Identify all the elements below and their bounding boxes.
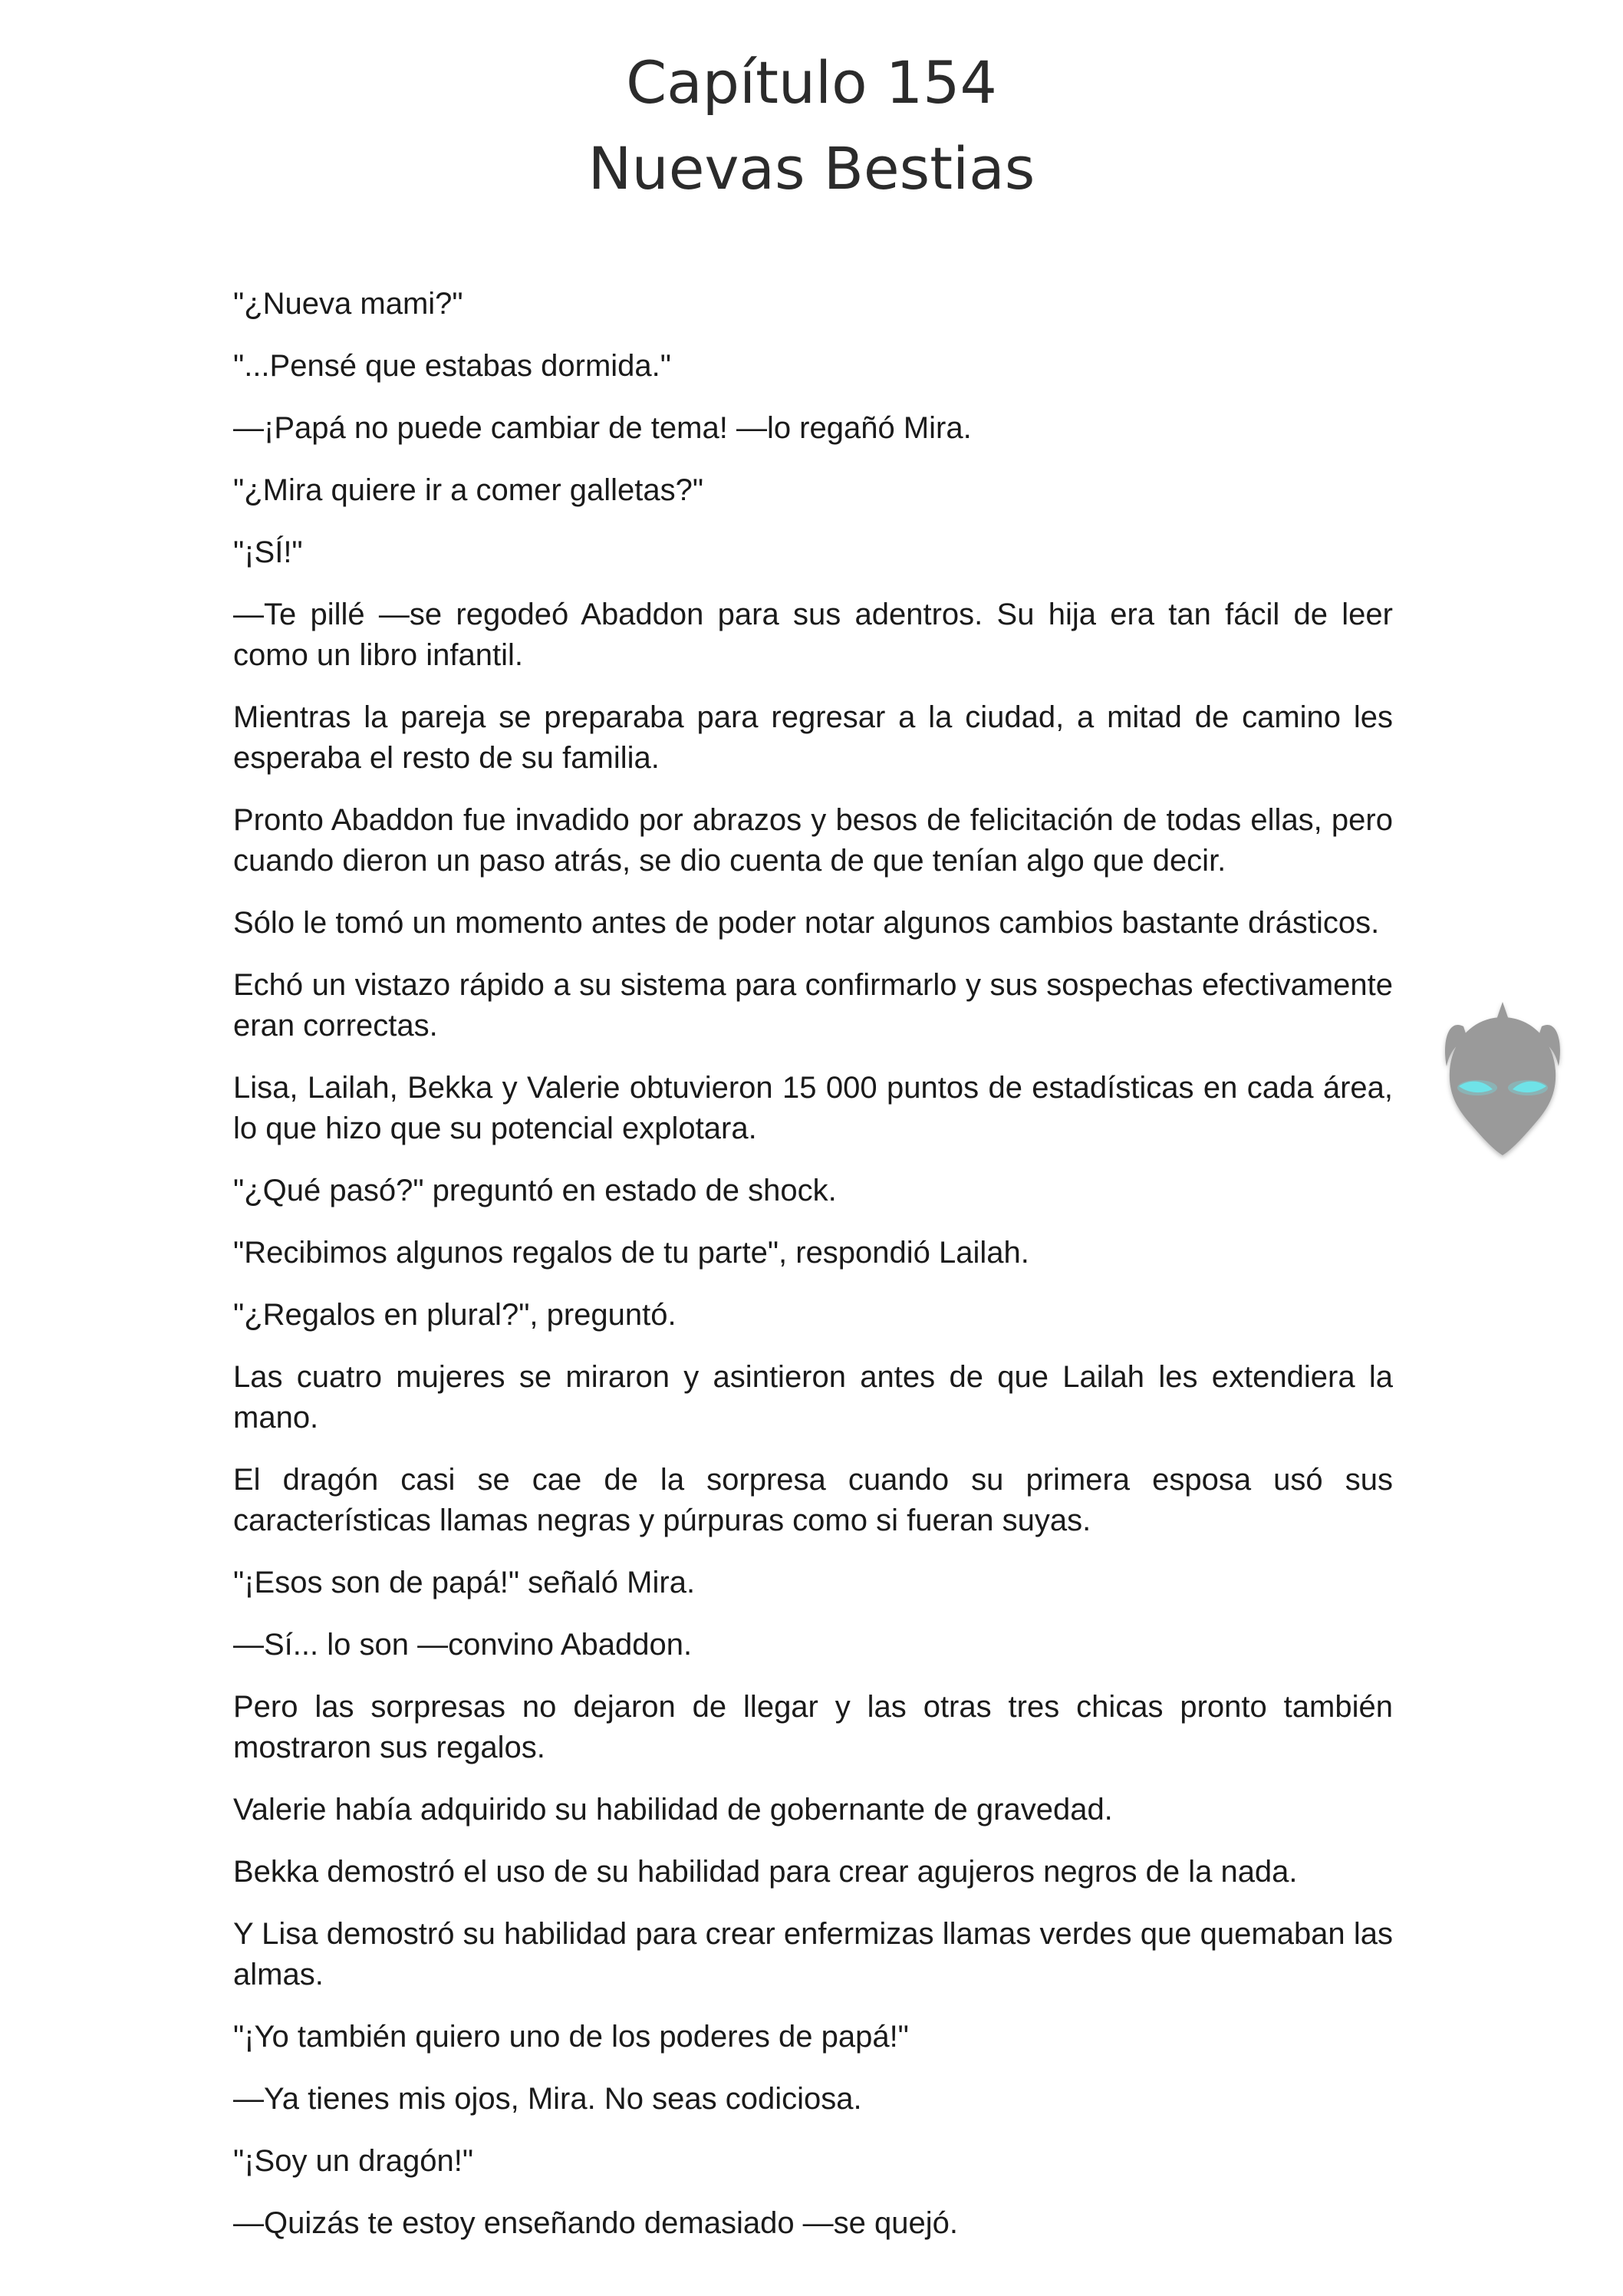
paragraph: Las cuatro mujeres se miraron y asintieron antes de que Lailah les extendiera la mano. xyxy=(233,1360,1393,1435)
paragraph: Echó un vistazo rápido a su sistema para confirmarlo y sus sospechas efectivamente eran correctas. xyxy=(233,968,1393,1043)
paragraph: —Ya tienes mis ojos, Mira. No seas codiciosa. xyxy=(233,2082,862,2116)
paragraph: Sólo le tomó un momento antes de poder notar algunos cambios bastante drásticos. xyxy=(233,906,1380,940)
paragraph: Y Lisa demostró su habilidad para crear enfermizas llamas verdes que quemaban las almas. xyxy=(233,1917,1393,1991)
paragraph: Bekka demostró el uso de su habilidad para crear agujeros negros de la nada. xyxy=(233,1855,1298,1889)
paragraph: "¡SÍ!" xyxy=(233,535,303,569)
paragraph: "...Pensé que estabas dormida." xyxy=(233,349,671,383)
paragraph: Valerie había adquirido su habilidad de gobernante de gravedad. xyxy=(233,1793,1113,1827)
paragraph: —¡Papá no puede cambiar de tema! —lo regañó Mira. xyxy=(233,411,972,445)
chapter-title: Nuevas Bestias xyxy=(588,134,1035,203)
paragraph: El dragón casi se cae de la sorpresa cuando su primera esposa usó sus características llamas negras y púrpuras como si fueran suyas. xyxy=(233,1463,1393,1537)
chapter-header xyxy=(0,40,1623,212)
paragraph: —Sí... lo son —convino Abaddon. xyxy=(233,1628,693,1662)
paragraph: Lisa, Lailah, Bekka y Valerie obtuvieron 15 000 puntos de estadísticas en cada área, lo que hizo que su potencial explotara. xyxy=(233,1071,1393,1145)
paragraph: —Te pillé —se regodeó Abaddon para sus adentros. Su hija era tan fácil de leer como un libro infantil. xyxy=(233,598,1393,672)
paragraph: Pero las sorpresas no dejaron de llegar y las otras tres chicas pronto también mostraron sus regalos. xyxy=(233,1690,1393,1764)
demon-head-icon xyxy=(1433,996,1572,1164)
paragraph: "¿Nueva mami?" xyxy=(233,287,463,321)
paragraph: "¿Regalos en plural?", preguntó. xyxy=(233,1298,677,1332)
paragraph: "¡Soy un dragón!" xyxy=(233,2144,474,2178)
chapter-number: Capítulo 154 xyxy=(626,48,997,117)
paragraph: "¡Esos son de papá!" señaló Mira. xyxy=(233,1566,696,1599)
chapter-body xyxy=(233,284,1393,2265)
paragraph: Pronto Abaddon fue invadido por abrazos y besos de felicitación de todas ellas, pero cuando dieron un paso atrás, se dio cuenta de que tenían algo que decir. xyxy=(233,803,1393,878)
paragraph: "¡Yo también quiero uno de los poderes de papá!" xyxy=(233,2020,909,2054)
paragraph: "Recibimos algunos regalos de tu parte", respondió Lailah. xyxy=(233,1236,1029,1270)
paragraph: —Quizás te estoy enseñando demasiado —se quejó. xyxy=(233,2206,959,2240)
paragraph: "¿Mira quiere ir a comer galletas?" xyxy=(233,473,704,507)
paragraph: Mientras la pareja se preparaba para regresar a la ciudad, a mitad de camino les esperaba el resto de su familia. xyxy=(233,700,1393,775)
paragraph: "¿Qué pasó?" preguntó en estado de shock. xyxy=(233,1174,837,1207)
